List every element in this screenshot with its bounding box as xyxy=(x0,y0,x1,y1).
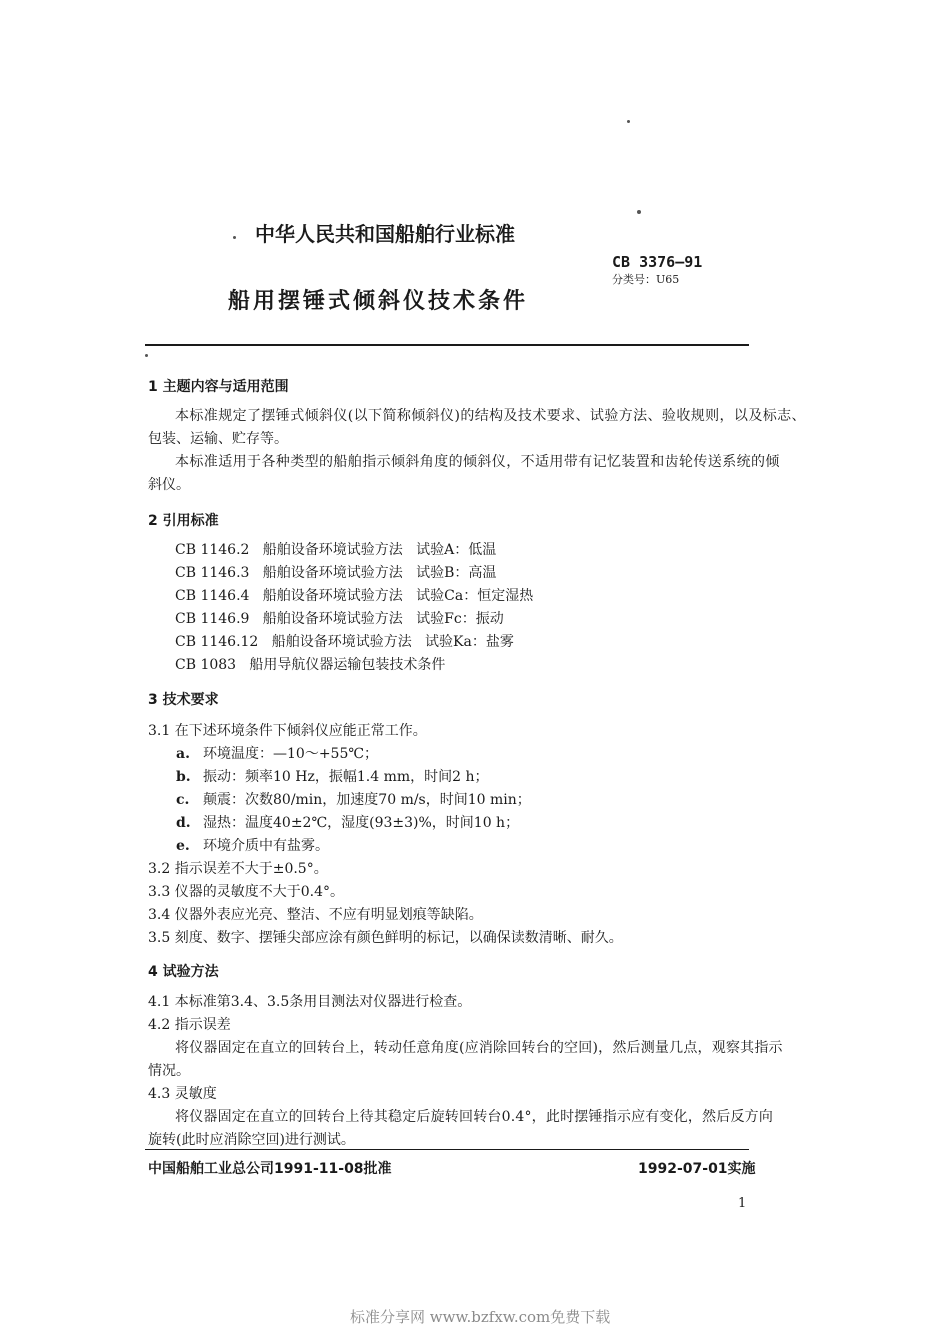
paragraph: 包装、运输、贮存等。 xyxy=(148,431,288,447)
list-mark: e. xyxy=(176,838,190,854)
section-1-heading: 1 主题内容与适用范围 xyxy=(148,379,289,395)
list-mark: d. xyxy=(176,815,191,831)
reference-item: CB 1146.9 船舶设备环境试验方法 试验Fc：振动 xyxy=(175,611,504,627)
paragraph: 情况。 xyxy=(148,1063,190,1079)
clause-4-3-heading: 4.3 灵敏度 xyxy=(148,1086,217,1102)
list-mark: b. xyxy=(176,769,191,785)
paragraph: 本标准适用于各种类型的船舶指示倾斜角度的倾斜仪，不适用带有记忆装置和齿轮传送系统的倾 xyxy=(175,454,780,470)
scan-speck xyxy=(233,236,236,239)
section-4-heading: 4 试验方法 xyxy=(148,964,219,980)
document-title: 船用摆锤式倾斜仪技术条件 xyxy=(228,289,529,314)
header-rule xyxy=(145,344,749,346)
paragraph: 将仪器固定在直立的回转台上，转动任意角度(应消除回转台的空回)，然后测量几点，观察其指示 xyxy=(175,1040,783,1056)
scan-speck xyxy=(627,120,630,123)
clause-4-1: 4.1 本标准第3.4、3.5条用目测法对仪器进行检查。 xyxy=(148,994,472,1010)
reference-item: CB 1146.3 船舶设备环境试验方法 试验B：高温 xyxy=(175,565,497,581)
clause-3-2: 3.2 指示误差不大于±0.5°。 xyxy=(148,861,328,877)
list-item: 湿热：温度40±2℃，湿度(93±3)%，时间10 h； xyxy=(203,815,520,831)
paragraph: 本标准规定了摆锤式倾斜仪(以下简称倾斜仪)的结构及技术要求、试验方法、验收规则，以及标志、 xyxy=(175,408,806,424)
standard-number: CB 3376—91 xyxy=(612,253,703,271)
list-item: 振动：频率10 Hz，振幅1.4 mm，时间2 h； xyxy=(203,769,489,785)
list-item: 环境温度：—10～+55℃； xyxy=(203,746,379,762)
section-2-heading: 2 引用标准 xyxy=(148,513,219,529)
clause-3-3: 3.3 仪器的灵敏度不大于0.4°。 xyxy=(148,884,344,900)
footer-rule xyxy=(145,1149,749,1150)
paragraph: 旋转(此时应消除空回)进行测试。 xyxy=(148,1132,355,1148)
scan-speck xyxy=(145,354,148,357)
clause-4-2-heading: 4.2 指示误差 xyxy=(148,1017,231,1033)
paragraph: 斜仪。 xyxy=(148,477,190,493)
paragraph: 将仪器固定在直立的回转台上待其稳定后旋转回转台0.4°，此时摆锤指示应有变化，然后反方向 xyxy=(175,1109,774,1125)
reference-item: CB 1083 船用导航仪器运输包装技术条件 xyxy=(175,657,446,673)
page-number: 1 xyxy=(738,1196,747,1211)
list-item: 环境介质中有盐雾。 xyxy=(203,838,329,854)
list-item: 颠震：次数80/min，加速度70 m/s，时间10 min； xyxy=(203,792,531,808)
effective-date: 1992-07-01实施 xyxy=(638,1161,756,1177)
reference-item: CB 1146.4 船舶设备环境试验方法 试验Ca：恒定湿热 xyxy=(175,588,534,604)
clause-3-1: 3.1 在下述环境条件下倾斜仪应能正常工作。 xyxy=(148,723,427,739)
org-title: 中华人民共和国船舶行业标准 xyxy=(255,222,515,246)
list-mark: a. xyxy=(176,746,190,762)
clause-3-4: 3.4 仪器外表应光亮、整洁、不应有明显划痕等缺陷。 xyxy=(148,907,483,923)
watermark: 标准分享网 www.bzfxw.com免费下载 xyxy=(350,1308,611,1326)
scan-speck xyxy=(637,210,641,214)
clause-3-5: 3.5 刻度、数字、摆锤尖部应涂有颜色鲜明的标记，以确保读数清晰、耐久。 xyxy=(148,930,623,946)
reference-item: CB 1146.12 船舶设备环境试验方法 试验Ka：盐雾 xyxy=(175,634,514,650)
approval-line: 中国船舶工业总公司1991-11-08批准 xyxy=(148,1161,392,1177)
section-3-heading: 3 技术要求 xyxy=(148,692,219,708)
classification-number: 分类号：U65 xyxy=(612,273,680,286)
list-mark: c. xyxy=(176,792,190,808)
reference-item: CB 1146.2 船舶设备环境试验方法 试验A：低温 xyxy=(175,542,497,558)
